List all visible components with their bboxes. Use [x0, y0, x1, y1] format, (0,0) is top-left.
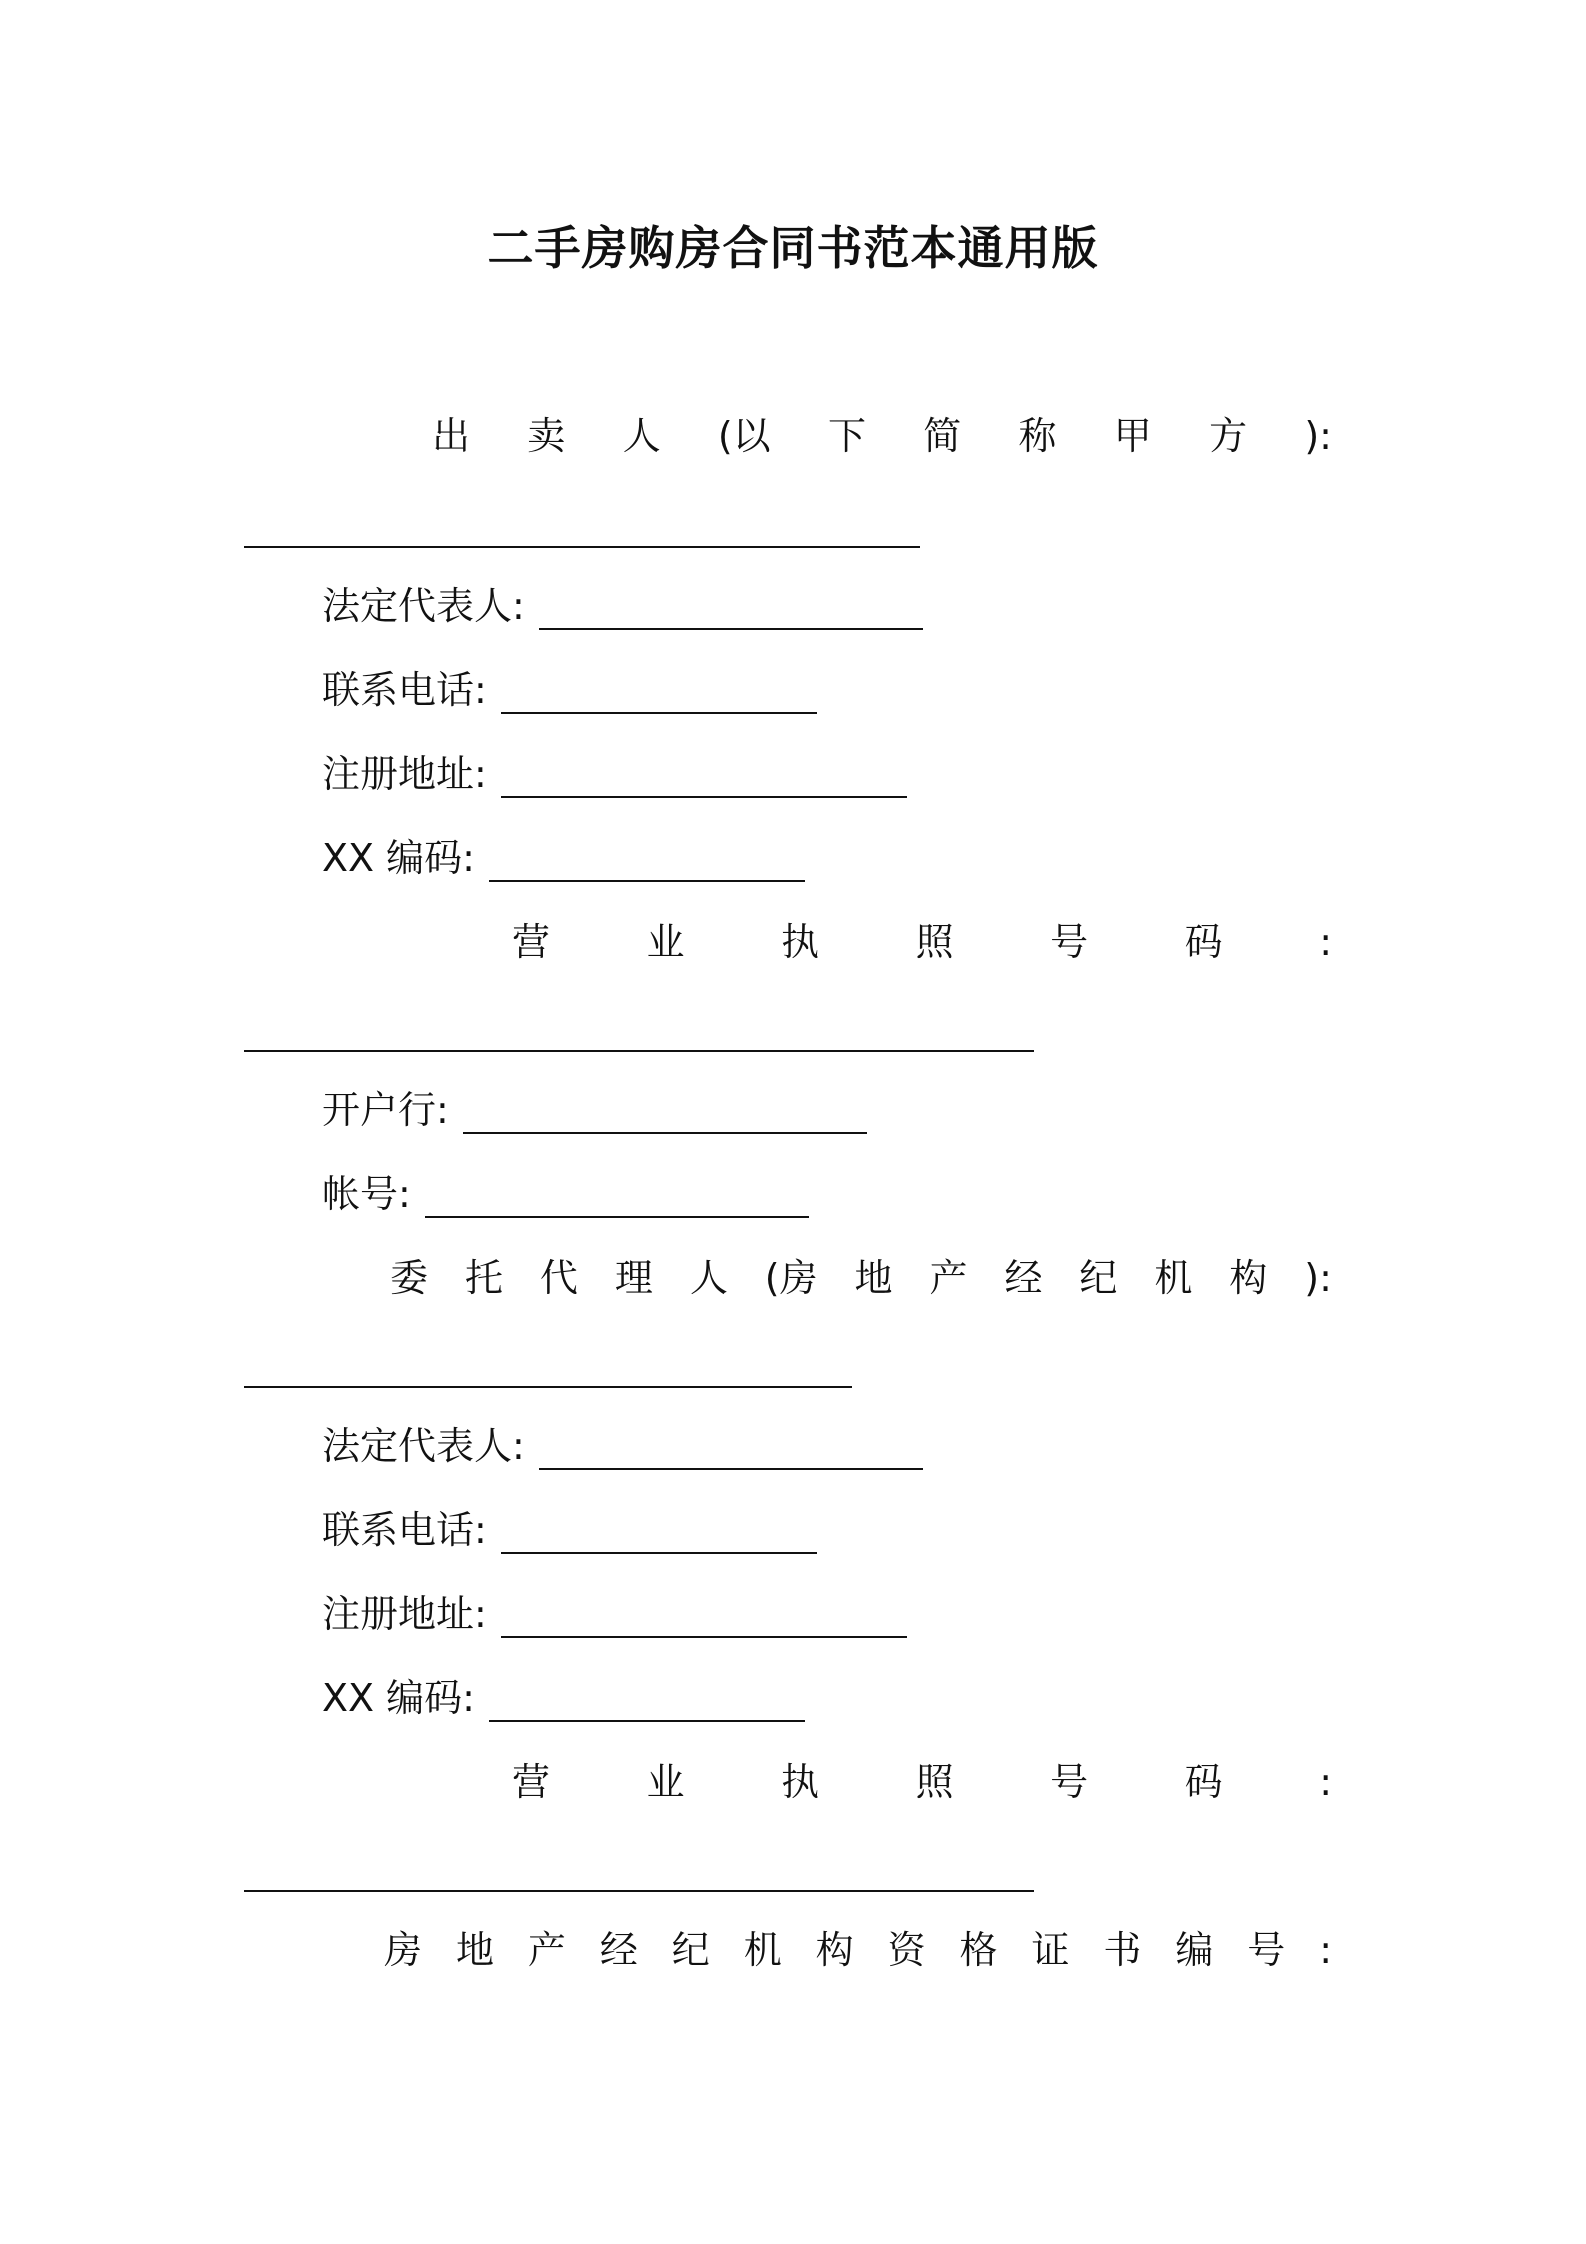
seller-address-blank[interactable] — [501, 766, 907, 798]
agent-heading-char: 经 — [1004, 1256, 1043, 1300]
seller-heading-char: 卖 — [527, 414, 566, 458]
agent-code-label: XX 编码: — [322, 1676, 475, 1720]
agent-license-blank[interactable] — [244, 1890, 1034, 1892]
agent-code-row — [322, 1674, 805, 1722]
agent-code-blank[interactable] — [489, 1690, 805, 1722]
seller-heading-char: 下 — [827, 414, 866, 458]
agency-cert-heading-char: 书 — [1103, 1928, 1142, 1972]
agency-cert-heading-char: 房 — [384, 1928, 423, 1972]
agency-cert-heading-char: 地 — [455, 1928, 494, 1972]
agency-cert-heading-char: 构 — [815, 1928, 854, 1972]
agent-phone-label: 联系电话: — [322, 1508, 487, 1552]
agent-address-row — [322, 1590, 907, 1638]
agent-heading-char: 地 — [854, 1256, 893, 1300]
agent-license-heading-char: 业 — [646, 1760, 685, 1804]
agent-license-heading-char: 号 — [1050, 1760, 1089, 1804]
seller-code-label: XX 编码: — [322, 836, 475, 880]
agency-cert-heading-char: 编 — [1175, 1928, 1214, 1972]
agency-cert-heading-char: 格 — [959, 1928, 998, 1972]
seller-license-blank[interactable] — [244, 1050, 1034, 1052]
seller-license-heading-char: 号 — [1050, 920, 1089, 964]
seller-legal-rep-row — [322, 582, 923, 630]
seller-heading-char: 甲 — [1113, 414, 1152, 458]
seller-heading-char: 称 — [1018, 414, 1057, 458]
seller-heading — [432, 412, 1332, 460]
agency-cert-heading-char: 机 — [743, 1928, 782, 1972]
agent-address-blank[interactable] — [501, 1606, 907, 1638]
agency-cert-heading-char: 经 — [599, 1928, 638, 1972]
agent-phone-row — [322, 1506, 817, 1554]
seller-code-row — [322, 834, 805, 882]
agency-cert-heading-char: 证 — [1031, 1928, 1070, 1972]
seller-license-heading-char: 码 — [1184, 920, 1223, 964]
seller-account-label: 帐号: — [322, 1172, 411, 1216]
seller-phone-label: 联系电话: — [322, 668, 487, 712]
agent-legal-rep-row — [322, 1422, 923, 1470]
seller-account-row — [322, 1170, 809, 1218]
seller-code-blank[interactable] — [489, 850, 805, 882]
seller-heading-char: (以 — [717, 414, 771, 458]
agent-name-blank[interactable] — [244, 1386, 852, 1388]
seller-license-heading-char: 业 — [646, 920, 685, 964]
agent-heading-char: 构 — [1229, 1256, 1268, 1300]
agent-heading-char: 理 — [614, 1256, 653, 1300]
agent-heading-char: ): — [1304, 1256, 1332, 1300]
document-title: 二手房购房合同书范本通用版 — [487, 221, 1099, 275]
agent-heading-char: 产 — [929, 1256, 968, 1300]
agent-heading-char: 人 — [689, 1256, 728, 1300]
seller-license-heading-char: 照 — [915, 920, 954, 964]
agent-heading-char: 托 — [464, 1256, 503, 1300]
seller-heading-char: ): — [1304, 414, 1332, 458]
seller-name-blank[interactable] — [244, 546, 920, 548]
agent-license-heading — [512, 1758, 1332, 1806]
seller-legal-rep-blank[interactable] — [539, 598, 923, 630]
seller-legal-rep-label: 法定代表人: — [322, 584, 525, 628]
agency-cert-heading-char: : — [1319, 1928, 1332, 1972]
agent-heading-char: (房 — [764, 1256, 818, 1300]
agent-license-heading-char: 营 — [512, 1760, 551, 1804]
agent-address-label: 注册地址: — [322, 1592, 487, 1636]
agent-legal-rep-label: 法定代表人: — [322, 1424, 525, 1468]
agent-heading-char: 机 — [1154, 1256, 1193, 1300]
agent-license-heading-char: 执 — [781, 1760, 820, 1804]
agent-heading — [390, 1254, 1332, 1302]
seller-license-heading-char: : — [1319, 920, 1332, 964]
agent-license-heading-char: 码 — [1184, 1760, 1223, 1804]
seller-bank-blank[interactable] — [463, 1102, 867, 1134]
seller-phone-blank[interactable] — [501, 682, 817, 714]
agent-legal-rep-blank[interactable] — [539, 1438, 923, 1470]
seller-bank-label: 开户行: — [322, 1088, 449, 1132]
agent-heading-char: 代 — [539, 1256, 578, 1300]
seller-account-blank[interactable] — [425, 1186, 809, 1218]
agency-cert-heading-char: 纪 — [671, 1928, 710, 1972]
seller-license-heading-char: 执 — [781, 920, 820, 964]
agency-cert-heading-char: 资 — [887, 1928, 926, 1972]
agent-license-heading-char: 照 — [915, 1760, 954, 1804]
agency-cert-heading-char: 产 — [527, 1928, 566, 1972]
agent-phone-blank[interactable] — [501, 1522, 817, 1554]
seller-heading-char: 出 — [432, 414, 471, 458]
seller-bank-row — [322, 1086, 867, 1134]
agent-heading-char: 纪 — [1079, 1256, 1118, 1300]
agency-cert-heading — [384, 1926, 1332, 1974]
seller-license-heading — [512, 918, 1332, 966]
seller-heading-char: 方 — [1209, 414, 1248, 458]
agent-license-heading-char: : — [1319, 1760, 1332, 1804]
seller-address-label: 注册地址: — [322, 752, 487, 796]
seller-license-heading-char: 营 — [512, 920, 551, 964]
seller-heading-char: 人 — [622, 414, 661, 458]
seller-phone-row — [322, 666, 817, 714]
agency-cert-heading-char: 号 — [1247, 1928, 1286, 1972]
agent-heading-char: 委 — [390, 1256, 429, 1300]
seller-heading-char: 简 — [923, 414, 962, 458]
seller-address-row — [322, 750, 907, 798]
